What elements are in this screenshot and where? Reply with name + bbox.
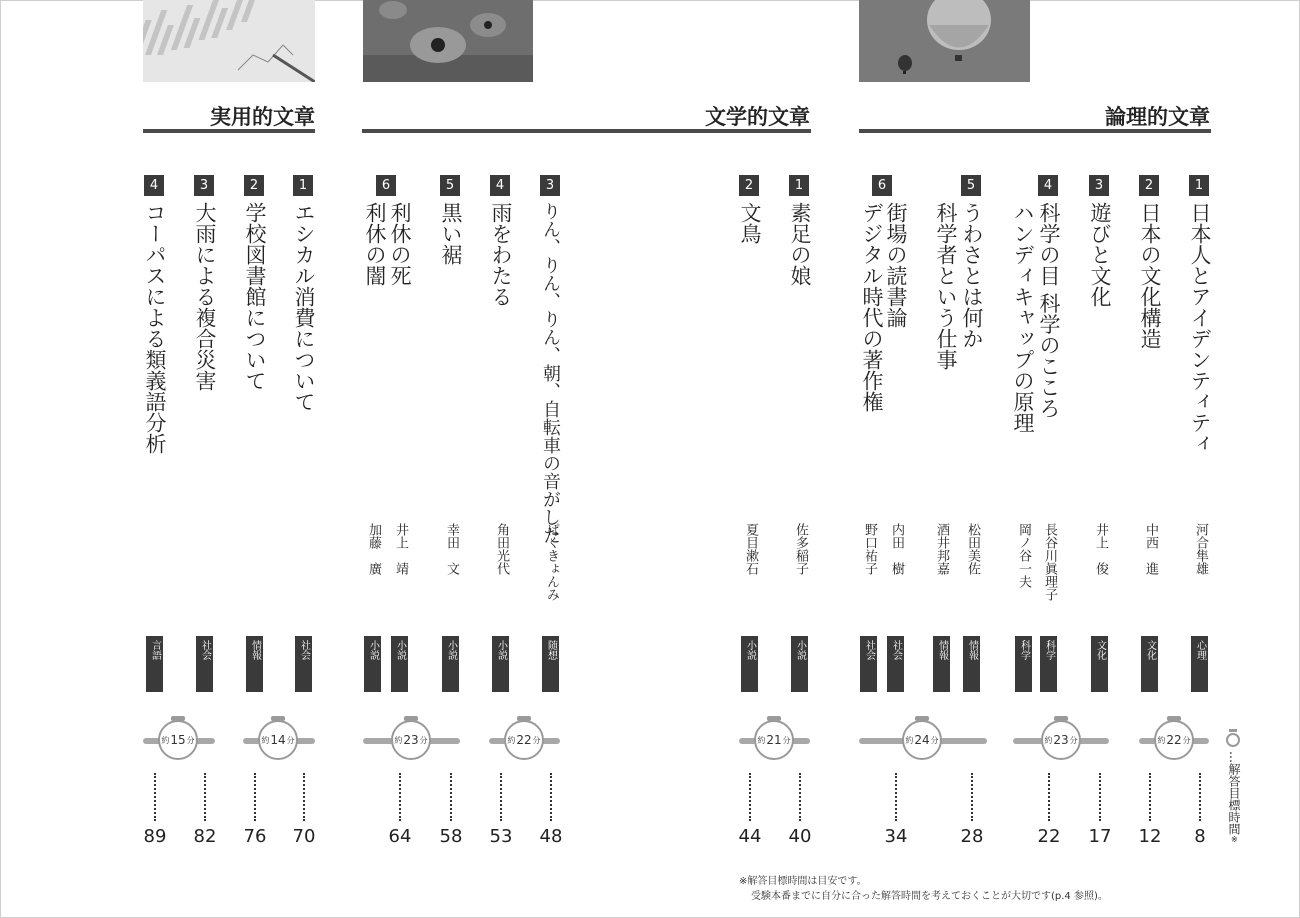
entry-author: 長谷川眞理子	[1042, 523, 1057, 601]
entry-title-second: 科学者という仕事	[934, 202, 958, 370]
dot-leader	[154, 773, 156, 821]
dot-leader	[1199, 773, 1201, 821]
entry-number: 5	[961, 175, 981, 196]
entry-author: 中西 進	[1143, 523, 1158, 575]
dot-leader	[749, 773, 751, 821]
target-time-timer	[1139, 716, 1209, 766]
page-number: 48	[539, 826, 563, 847]
dot-leader	[399, 773, 401, 821]
dot-leader	[204, 773, 206, 821]
genre-tag: 小説	[741, 636, 758, 692]
dot-leader	[895, 773, 897, 821]
target-time-timer	[859, 716, 987, 766]
target-time-timer	[1013, 716, 1109, 766]
genre-tag: 文化	[1141, 636, 1158, 692]
stopwatch-icon	[1226, 733, 1240, 747]
entry-title: エシカル消費について	[292, 202, 316, 412]
stopwatch-icon: 約 14 分	[258, 720, 298, 760]
stopwatch-icon: 約 23 分	[1041, 720, 1081, 760]
stopwatch-icon: 約 22 分	[1154, 720, 1194, 760]
section-rule	[362, 129, 811, 133]
entry-author: 幸田 文	[444, 523, 459, 575]
page-number: 82	[193, 826, 217, 847]
entry-author-second: 酒井邦嘉	[934, 523, 949, 575]
genre-tag: 情報	[246, 636, 263, 692]
entry-title: 文鳥	[738, 202, 762, 244]
entry-author: 夏目漱石	[743, 523, 758, 575]
page-number: 64	[388, 826, 412, 847]
genre-tag: 文化	[1091, 636, 1108, 692]
entry-author: 内田 樹	[889, 523, 904, 575]
dot-leader	[1048, 773, 1050, 821]
entry-number: 4	[1038, 175, 1058, 196]
entry-title-second: 利休の闇	[363, 202, 387, 286]
entry-title: 街場の読書論	[884, 202, 908, 328]
note-line-1: ※解答目標時間は目安です。	[739, 876, 867, 887]
page-number: 76	[243, 826, 267, 847]
entry-author: 河合隼雄	[1193, 523, 1208, 575]
dot-leader	[500, 773, 502, 821]
stopwatch-icon: 約 22 分	[504, 720, 544, 760]
entry-number: 3	[1089, 175, 1109, 196]
entry-number: 4	[144, 175, 164, 196]
entry-number: 1	[293, 175, 313, 196]
page-number: 17	[1088, 826, 1112, 847]
page-number: 28	[960, 826, 984, 847]
section-rule	[143, 129, 315, 133]
section-rule	[859, 129, 1211, 133]
entry-title: 学校図書館について	[243, 202, 267, 391]
section-title-ronri: 論理的文章	[1105, 105, 1210, 129]
dot-leader	[799, 773, 801, 821]
stopwatch-icon: 約 23 分	[391, 720, 431, 760]
entry-title: うわさとは何か	[960, 202, 984, 349]
entry-number: 3	[194, 175, 214, 196]
entry-title: 大雨による複合災害	[193, 202, 217, 391]
genre-tag-second: 社会	[860, 636, 877, 692]
dot-leader	[1149, 773, 1151, 821]
page-number: 40	[788, 826, 812, 847]
entry-title: 黒い裾	[439, 202, 463, 265]
dot-leader	[550, 773, 552, 821]
dot-leader	[1099, 773, 1101, 821]
entry-title: 日本の文化構造	[1138, 202, 1162, 349]
page-number: 89	[143, 826, 167, 847]
genre-tag-second: 小説	[364, 636, 381, 692]
entry-title-second: デジタル時代の著作権	[860, 202, 884, 412]
target-time-timer	[243, 716, 315, 766]
genre-tag: 小説	[391, 636, 408, 692]
stopwatch-icon: 約 15 分	[158, 720, 198, 760]
entry-author-second: 加藤 廣	[366, 523, 381, 575]
target-time-timer	[363, 716, 460, 766]
entry-title: りん、りん、りん、朝、自転車の音がした	[540, 202, 561, 544]
genre-tag: 小説	[492, 636, 509, 692]
genre-tag: 社会	[295, 636, 312, 692]
genre-tag: 社会	[887, 636, 904, 692]
page-number: 53	[489, 826, 513, 847]
dot-leader	[971, 773, 973, 821]
chart-pen-photo	[143, 0, 315, 82]
dot-leader	[303, 773, 305, 821]
page-number: 34	[884, 826, 908, 847]
entry-author-second: 岡ノ谷一夫	[1016, 523, 1031, 588]
page-number: 12	[1138, 826, 1162, 847]
page-number: 8	[1194, 826, 1206, 847]
page-number: 58	[439, 826, 463, 847]
genre-tag: 情報	[963, 636, 980, 692]
entry-number: 2	[1139, 175, 1159, 196]
stopwatch-icon: 約 24 分	[902, 720, 942, 760]
entry-author: 角田光代	[494, 523, 509, 575]
page-number: 44	[738, 826, 762, 847]
section-title-jitsuyo: 実用的文章	[210, 105, 315, 129]
entry-author: 井上 俊	[1093, 523, 1108, 575]
hot-air-balloon-photo	[859, 0, 1030, 82]
entry-author: 佐多稲子	[793, 523, 808, 575]
genre-tag: 言語	[146, 636, 163, 692]
dot-leader	[254, 773, 256, 821]
genre-tag: 随想	[542, 636, 559, 692]
entry-number: 6	[376, 175, 396, 196]
entry-author: ぱくきょんみ	[544, 523, 559, 601]
entry-number: 5	[440, 175, 460, 196]
entry-title: 利休の死	[388, 202, 412, 286]
entry-title: コーパスによる類義語分析	[143, 202, 167, 454]
legend-text: …解答目標時間	[1227, 751, 1241, 835]
dot-leader	[450, 773, 452, 821]
stopwatch-icon: 約 21 分	[754, 720, 794, 760]
legend-note-mark: ※	[1231, 835, 1238, 844]
entry-title: 科学の目 科学のこころ	[1037, 202, 1061, 419]
entry-title-second: ハンディキャップの原理	[1011, 202, 1035, 433]
genre-tag: 科学	[1040, 636, 1057, 692]
target-time-timer	[143, 716, 215, 766]
entry-number: 1	[789, 175, 809, 196]
genre-tag: 小説	[791, 636, 808, 692]
entry-number: 4	[490, 175, 510, 196]
note-line-2: 受験本番までに自分に合った解答時間を考えておくことが大切です(p.4 参照)。	[751, 891, 1108, 902]
poppy-photo	[363, 0, 533, 82]
genre-tag: 心理	[1191, 636, 1208, 692]
stopwatch-icon	[1229, 729, 1237, 732]
entry-author: 松田美佐	[965, 523, 980, 575]
section-title-bungaku: 文学的文章	[705, 105, 810, 129]
entry-number: 2	[244, 175, 264, 196]
entry-title: 素足の娘	[788, 202, 812, 286]
genre-tag-second: 科学	[1015, 636, 1032, 692]
target-time-legend	[1225, 733, 1245, 844]
target-time-timer	[489, 716, 560, 766]
entry-title: 日本人とアイデンティティ	[1188, 202, 1212, 454]
entry-title: 遊びと文化	[1088, 202, 1112, 307]
entry-author-second: 野口祐子	[862, 523, 877, 575]
entry-title: 雨をわたる	[489, 202, 513, 307]
target-time-timer	[739, 716, 810, 766]
genre-tag: 社会	[196, 636, 213, 692]
entry-number: 2	[739, 175, 759, 196]
entry-number: 1	[1189, 175, 1209, 196]
page-number: 22	[1037, 826, 1061, 847]
entry-number: 3	[540, 175, 560, 196]
genre-tag-second: 情報	[933, 636, 950, 692]
genre-tag: 小説	[442, 636, 459, 692]
entry-author: 井上 靖	[393, 523, 408, 575]
entry-number: 6	[872, 175, 892, 196]
page-number: 70	[292, 826, 316, 847]
